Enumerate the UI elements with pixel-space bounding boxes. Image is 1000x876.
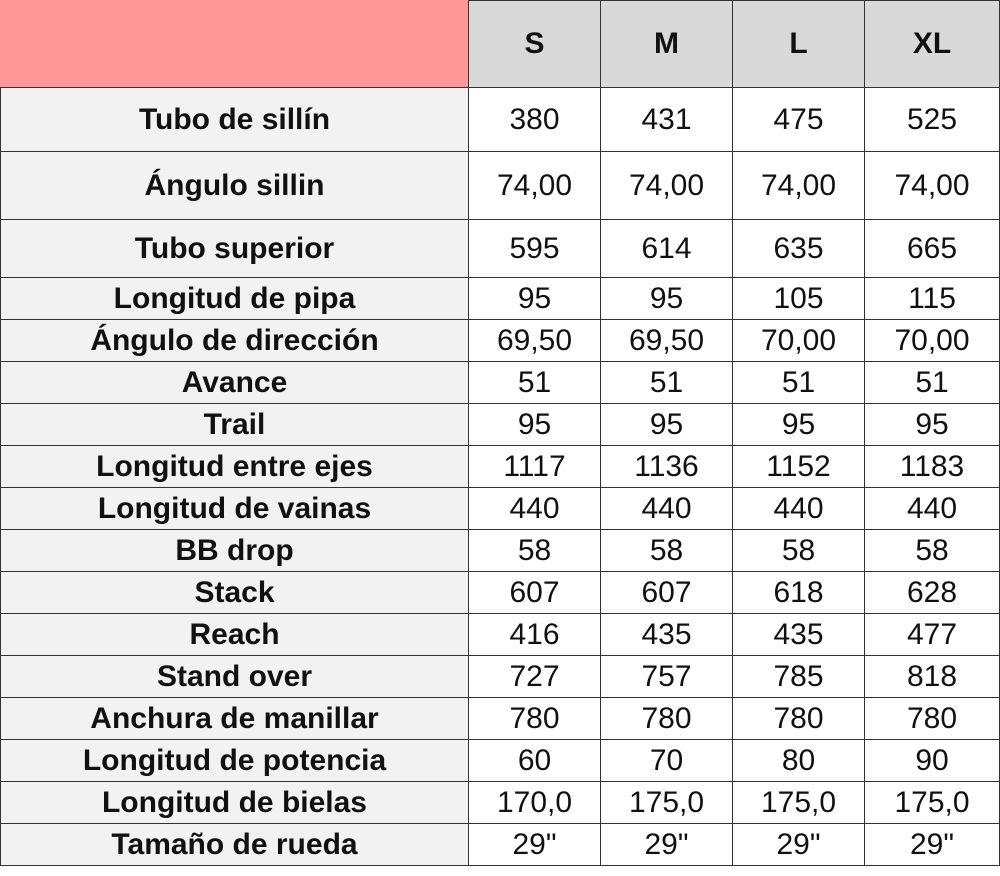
row-label: Tubo superior [1, 220, 469, 278]
value-cell: 58 [733, 530, 865, 572]
row-label: Tamaño de rueda [1, 824, 469, 866]
value-cell: 51 [601, 362, 733, 404]
value-cell: 1152 [733, 446, 865, 488]
value-cell: 74,00 [865, 152, 1000, 220]
table-row [1, 530, 1000, 572]
row-label: Anchura de manillar [1, 698, 469, 740]
value-cell: 74,00 [733, 152, 865, 220]
value-cell: 380 [469, 88, 601, 152]
table-row [1, 446, 1000, 488]
table-row [1, 488, 1000, 530]
table-row [1, 572, 1000, 614]
row-label: Avance [1, 362, 469, 404]
value-cell: 58 [865, 530, 1000, 572]
table-row [1, 320, 1000, 362]
row-label: Reach [1, 614, 469, 656]
size-header-m: M [601, 1, 733, 88]
value-cell: 105 [733, 278, 865, 320]
value-cell: 416 [469, 614, 601, 656]
table-row [1, 278, 1000, 320]
value-cell: 70 [601, 740, 733, 782]
value-cell: 95 [865, 404, 1000, 446]
value-cell: 440 [865, 488, 1000, 530]
table-row [1, 740, 1000, 782]
value-cell: 69,50 [601, 320, 733, 362]
row-label: Longitud de pipa [1, 278, 469, 320]
value-cell: 95 [469, 404, 601, 446]
table-row [1, 656, 1000, 698]
value-cell: 607 [469, 572, 601, 614]
row-label: Stack [1, 572, 469, 614]
value-cell: 607 [601, 572, 733, 614]
value-cell: 95 [601, 404, 733, 446]
value-cell: 58 [601, 530, 733, 572]
value-cell: 74,00 [601, 152, 733, 220]
value-cell: 51 [865, 362, 1000, 404]
row-label: Longitud de bielas [1, 782, 469, 824]
value-cell: 29" [865, 824, 1000, 866]
value-cell: 58 [469, 530, 601, 572]
value-cell: 1117 [469, 446, 601, 488]
value-cell: 635 [733, 220, 865, 278]
value-cell: 475 [733, 88, 865, 152]
row-label: Longitud de vainas [1, 488, 469, 530]
row-label: Tubo de sillín [1, 88, 469, 152]
value-cell: 1136 [601, 446, 733, 488]
value-cell: 70,00 [865, 320, 1000, 362]
value-cell: 95 [601, 278, 733, 320]
value-cell: 69,50 [469, 320, 601, 362]
value-cell: 440 [733, 488, 865, 530]
size-header-l: L [733, 1, 865, 88]
value-cell: 727 [469, 656, 601, 698]
value-cell: 175,0 [601, 782, 733, 824]
table-row [1, 152, 1000, 220]
value-cell: 74,00 [469, 152, 601, 220]
value-cell: 29" [601, 824, 733, 866]
value-cell: 818 [865, 656, 1000, 698]
value-cell: 525 [865, 88, 1000, 152]
value-cell: 477 [865, 614, 1000, 656]
table-row [1, 614, 1000, 656]
value-cell: 51 [469, 362, 601, 404]
table-row [1, 824, 1000, 866]
corner-cell [1, 1, 469, 88]
value-cell: 175,0 [733, 782, 865, 824]
value-cell: 175,0 [865, 782, 1000, 824]
row-label: Longitud entre ejes [1, 446, 469, 488]
value-cell: 170,0 [469, 782, 601, 824]
value-cell: 435 [601, 614, 733, 656]
value-cell: 785 [733, 656, 865, 698]
value-cell: 115 [865, 278, 1000, 320]
value-cell: 780 [601, 698, 733, 740]
value-cell: 618 [733, 572, 865, 614]
value-cell: 80 [733, 740, 865, 782]
value-cell: 440 [469, 488, 601, 530]
value-cell: 780 [469, 698, 601, 740]
value-cell: 29" [733, 824, 865, 866]
value-cell: 665 [865, 220, 1000, 278]
value-cell: 95 [469, 278, 601, 320]
value-cell: 780 [865, 698, 1000, 740]
table-row [1, 362, 1000, 404]
value-cell: 431 [601, 88, 733, 152]
table-row [1, 404, 1000, 446]
value-cell: 614 [601, 220, 733, 278]
value-cell: 70,00 [733, 320, 865, 362]
row-label: BB drop [1, 530, 469, 572]
row-label: Longitud de potencia [1, 740, 469, 782]
row-label: Trail [1, 404, 469, 446]
value-cell: 757 [601, 656, 733, 698]
value-cell: 29" [469, 824, 601, 866]
value-cell: 51 [733, 362, 865, 404]
value-cell: 435 [733, 614, 865, 656]
table-row [1, 698, 1000, 740]
table-row [1, 782, 1000, 824]
size-header-xl: XL [865, 1, 1000, 88]
header-row [1, 1, 1000, 88]
row-label: Stand over [1, 656, 469, 698]
value-cell: 90 [865, 740, 1000, 782]
table-row [1, 220, 1000, 278]
value-cell: 440 [601, 488, 733, 530]
value-cell: 95 [733, 404, 865, 446]
value-cell: 628 [865, 572, 1000, 614]
row-label: Ángulo de dirección [1, 320, 469, 362]
value-cell: 780 [733, 698, 865, 740]
value-cell: 60 [469, 740, 601, 782]
row-label: Ángulo sillin [1, 152, 469, 220]
value-cell: 1183 [865, 446, 1000, 488]
value-cell: 595 [469, 220, 601, 278]
table-row [1, 88, 1000, 152]
size-header-s: S [469, 1, 601, 88]
